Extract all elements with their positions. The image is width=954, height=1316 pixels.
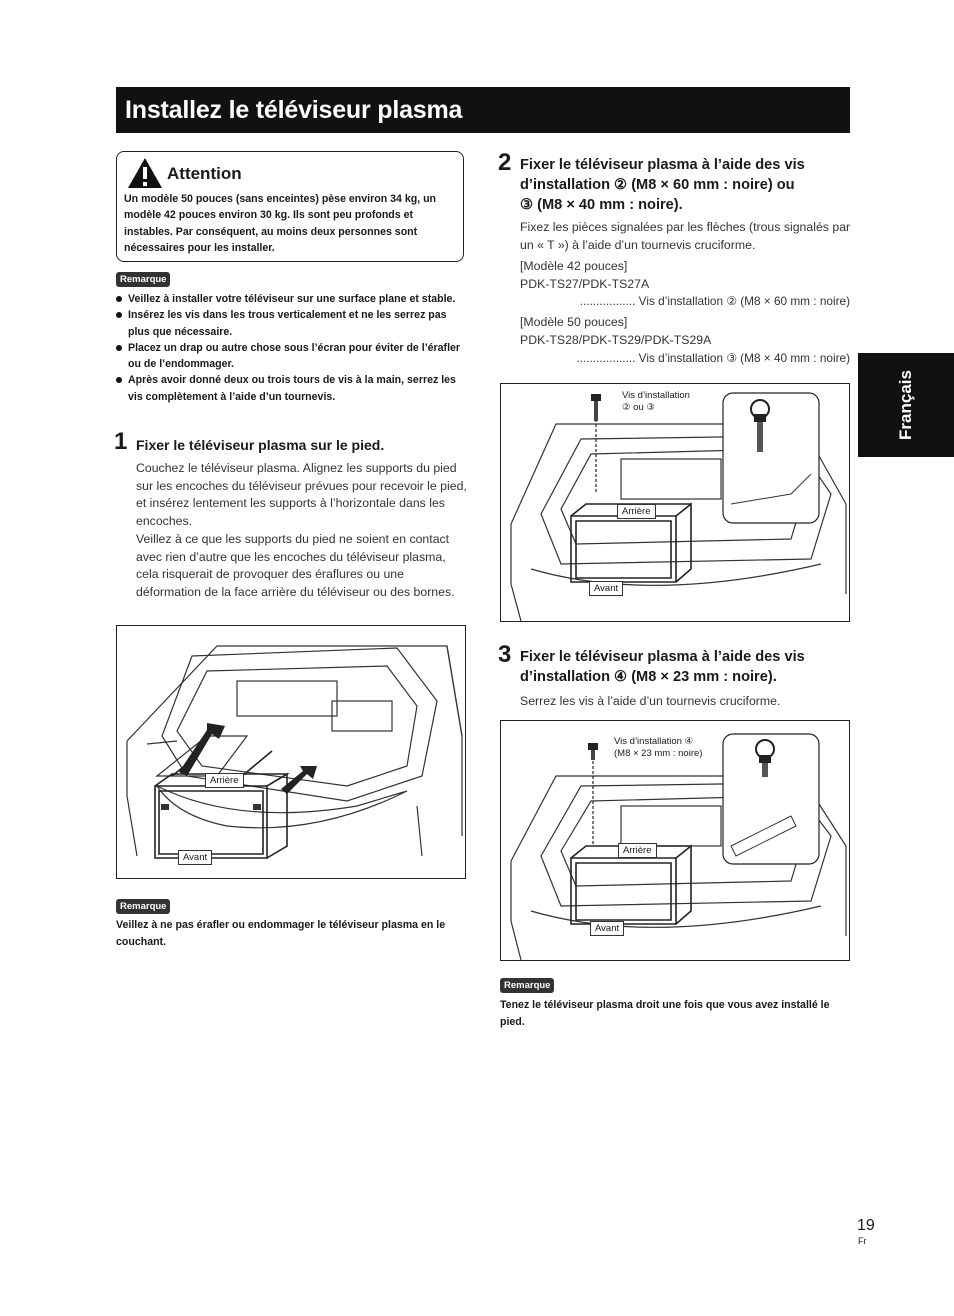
figure-label-arriere: Arrière — [205, 773, 244, 788]
page-language-code: Fr — [858, 1236, 867, 1246]
remarque-badge: Remarque — [116, 899, 170, 914]
remarque-badge: Remarque — [500, 978, 554, 993]
attention-title: Attention — [167, 164, 242, 183]
tv-stand-illustration — [117, 626, 465, 878]
bullet-item: Veillez à installer votre téléviseur sur une surface plane et stable. — [116, 291, 466, 307]
bullet-item: Après avoir donné deux ou trois tours de vis à la main, serrez les vis complètement à l’aide d’un tournevis. — [116, 372, 466, 405]
figure-label-avant: Avant — [178, 850, 212, 865]
step1-number: 1 — [114, 428, 128, 455]
figure-stand-insertion — [116, 625, 466, 879]
figure-label-avant: Avant — [589, 581, 623, 596]
tv-screw-illustration — [501, 384, 849, 621]
model50-screw: .................. Vis d’installation ③ (M8 × 40 mm : noire) — [576, 350, 850, 365]
language-tab — [858, 353, 954, 457]
step3-heading-line1: Fixer le téléviseur plasma à l’aide des vis — [520, 649, 805, 665]
remarque-badge: Remarque — [116, 272, 170, 287]
figure-screw-fixing-1 — [500, 383, 850, 622]
warning-icon — [127, 157, 163, 189]
step2-heading-line2: d’installation ② (M8 × 60 mm : noire) ou — [520, 177, 795, 193]
model50-label: [Modèle 50 pouces] — [520, 315, 628, 330]
step2-para: Fixez les pièces signalées par les flèches (trous signalés par un « T ») à l’aide d’un tournevis cruciforme. — [520, 220, 851, 252]
figure-screw-label-line2: (M8 × 23 mm : noire) — [614, 748, 703, 759]
step3-heading-line2: d’installation ④ (M8 × 23 mm : noire). — [520, 669, 777, 685]
page-title: Installez le téléviseur plasma — [125, 96, 463, 124]
step3-note: Tenez le téléviseur plasma droit une fois que vous avez installé le pied. — [500, 999, 830, 1028]
step2-heading-line3: ③ (M8 × 40 mm : noire). — [520, 197, 683, 213]
step1-para1: Couchez le téléviseur plasma. Alignez les supports du pied sur les encoches du téléviseur prévues pour recevoir le pied, et insérez lentement les supports à l’horizontale dans les encoches. — [136, 461, 467, 529]
bullet-item: Placez un drap ou autre chose sous l’écran pour éviter de l’érafler ou de l’endommager. — [116, 340, 466, 373]
step3-heading — [520, 647, 850, 687]
figure-label-arriere: Arrière — [617, 504, 656, 519]
figure-screw-label — [622, 390, 690, 414]
figure-screw-label-line1: Vis d’installation — [622, 390, 690, 401]
model50-names: PDK-TS28/PDK-TS29/PDK-TS29A — [520, 332, 712, 347]
model42-label: [Modèle 42 pouces] — [520, 259, 628, 273]
figure-label-avant: Avant — [590, 921, 624, 936]
step1-para2: Veillez à ce que les supports du pied ne soient en contact avec rien d’autre que les encoches du téléviseur plasma, cela risquerait de provoquer des éraflures ou une déformation de la face arrière du téléviseur ou des bornes. — [136, 531, 455, 599]
figure-screw-label-line1: Vis d’installation ④ — [614, 736, 694, 747]
page-title-bar — [116, 87, 850, 133]
language-tab-label: Français — [896, 370, 915, 440]
remarque-bullet-list — [116, 291, 466, 405]
figure-label-arriere: Arrière — [618, 843, 657, 858]
figure-screw-label — [614, 736, 702, 760]
step3-number: 3 — [498, 641, 512, 668]
step1-body — [136, 460, 468, 602]
step3-para: Serrez les vis à l’aide d’un tournevis cruciforme. — [520, 694, 781, 708]
step2-model-list — [520, 258, 850, 367]
step1-heading: Fixer le téléviseur plasma sur le pied. — [136, 437, 385, 453]
step2-heading-line1: Fixer le téléviseur plasma à l’aide des vis — [520, 157, 805, 173]
step1-note: Veillez à ne pas érafler ou endommager le téléviseur plasma en le couchant. — [116, 919, 446, 948]
attention-text: Un modèle 50 pouces (sans enceintes) pèse environ 34 kg, un modèle 42 pouces environ 30 kg. Ils sont peu profonds et instables. Par conséquent, au moins deux personnes sont nécessaires pour les installer. — [124, 193, 437, 254]
page-number: 19 — [857, 1217, 875, 1234]
figure-screw-label-line2: ② ou ③ — [622, 402, 655, 413]
model42-screw: ................. Vis d’installation ② (M8 × 60 mm : noire) — [579, 294, 850, 309]
bullet-item: Insérez les vis dans les trous verticalement et ne les serrez pas plus que nécessaire. — [116, 307, 466, 340]
step2-number: 2 — [498, 149, 512, 176]
model42-names: PDK-TS27/PDK-TS27A — [520, 276, 650, 291]
step2-heading — [520, 155, 850, 215]
